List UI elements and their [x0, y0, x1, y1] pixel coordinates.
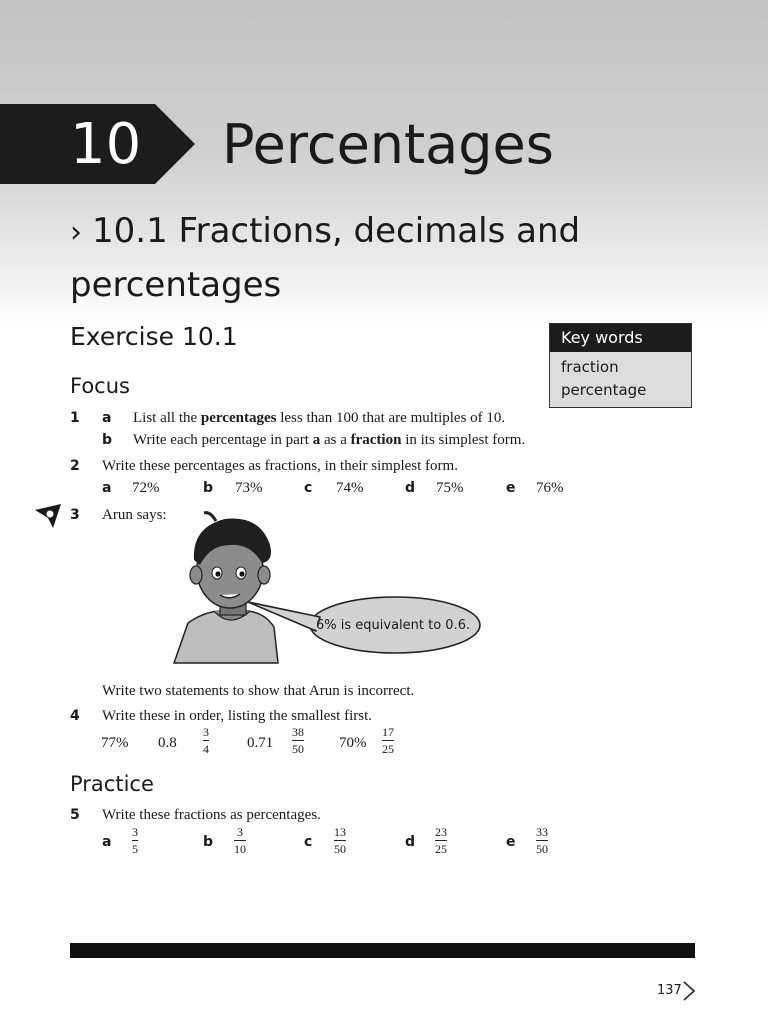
question-4-items — [70, 726, 690, 762]
part-label: d — [405, 834, 416, 850]
part-value: 76% — [536, 480, 564, 496]
denominator: 50 — [334, 842, 346, 856]
question-text: Write these in order, listing the smallest first. — [102, 708, 372, 724]
denominator: 50 — [292, 742, 304, 756]
part-label: b — [102, 432, 113, 448]
part-label: c — [304, 480, 313, 496]
text-run: in its simplest form. — [401, 432, 526, 448]
question-text — [133, 432, 525, 449]
denominator: 5 — [132, 842, 138, 856]
part-label: a — [102, 410, 112, 426]
text-run: less than 100 that are multiples of 10. — [276, 410, 506, 426]
text-run: as a — [320, 432, 351, 448]
fraction — [203, 726, 209, 755]
question-text: Write two statements to show that Arun is incorrect. — [102, 683, 415, 699]
part-label: b — [203, 480, 214, 496]
part-label: b — [203, 834, 214, 850]
part-label: a — [102, 834, 112, 850]
list-value: 0.8 — [158, 735, 177, 751]
text-run: List all the — [133, 410, 201, 426]
fraction — [292, 726, 304, 755]
bold-term: a — [312, 432, 321, 448]
section-title-text: 10.1 Fractions, decimals and percentages — [70, 211, 581, 305]
exercise-title: Exercise 10.1 — [70, 322, 238, 351]
part-value: 74% — [336, 480, 364, 496]
numerator: 38 — [292, 725, 304, 739]
numerator: 33 — [536, 825, 548, 839]
list-value: 0.71 — [247, 735, 274, 751]
page-number: 137 — [657, 983, 682, 998]
key-word: percentage — [561, 381, 647, 399]
part-label: e — [506, 480, 516, 496]
arun-illustration — [170, 505, 490, 665]
denominator: 25 — [382, 742, 394, 756]
question-text — [133, 410, 505, 427]
question-text: Arun says: — [102, 507, 167, 523]
question-number: 2 — [70, 458, 80, 474]
practice-heading: Practice — [70, 772, 154, 796]
numerator: 13 — [334, 825, 346, 839]
thinking-skills-icon — [33, 502, 63, 530]
part-value: 75% — [436, 480, 464, 496]
fraction — [334, 826, 346, 855]
chevron-right-icon: › — [70, 215, 82, 250]
bold-term: fraction — [350, 432, 402, 448]
bold-term: percentages — [200, 410, 277, 426]
key-words-heading: Key words — [550, 324, 691, 352]
part-label: d — [405, 480, 416, 496]
denominator: 50 — [536, 842, 548, 856]
speech-bubble-text: 6% is equivalent to 0.6. — [316, 618, 471, 633]
chapter-title: Percentages — [222, 113, 554, 176]
denominator: 10 — [234, 842, 246, 856]
question-number: 5 — [70, 807, 80, 823]
key-word: fraction — [561, 358, 619, 376]
numerator: 3 — [237, 825, 243, 839]
focus-heading: Focus — [70, 374, 130, 398]
fraction — [435, 826, 447, 855]
part-label: c — [304, 834, 313, 850]
fraction — [382, 726, 394, 755]
part-label: e — [506, 834, 516, 850]
part-value: 73% — [235, 480, 263, 496]
numerator: 3 — [203, 725, 209, 739]
question-number: 4 — [70, 708, 80, 724]
denominator: 4 — [203, 742, 209, 756]
fraction — [132, 826, 138, 855]
question-number: 3 — [70, 507, 80, 523]
numerator: 3 — [132, 825, 138, 839]
section-title — [70, 205, 590, 311]
footer-bar — [70, 943, 695, 958]
question-number: 1 — [70, 410, 80, 426]
part-label: a — [102, 480, 112, 496]
numerator: 17 — [382, 725, 394, 739]
list-value: 77% — [101, 735, 129, 751]
key-words-box — [549, 323, 692, 408]
fraction — [536, 826, 548, 855]
question-text: Write these fractions as percentages. — [102, 807, 321, 823]
next-page-chevron-icon[interactable] — [682, 980, 696, 1002]
fraction — [234, 826, 246, 855]
numerator: 23 — [435, 825, 447, 839]
question-2-parts — [70, 480, 690, 500]
list-value: 70% — [339, 735, 367, 751]
question-5-parts — [70, 826, 690, 862]
part-value: 72% — [132, 480, 160, 496]
question-text: Write these percentages as fractions, in their simplest form. — [102, 458, 458, 474]
chapter-number: 10 — [70, 112, 142, 177]
text-run: Write each percentage in part — [133, 432, 313, 448]
denominator: 25 — [435, 842, 447, 856]
